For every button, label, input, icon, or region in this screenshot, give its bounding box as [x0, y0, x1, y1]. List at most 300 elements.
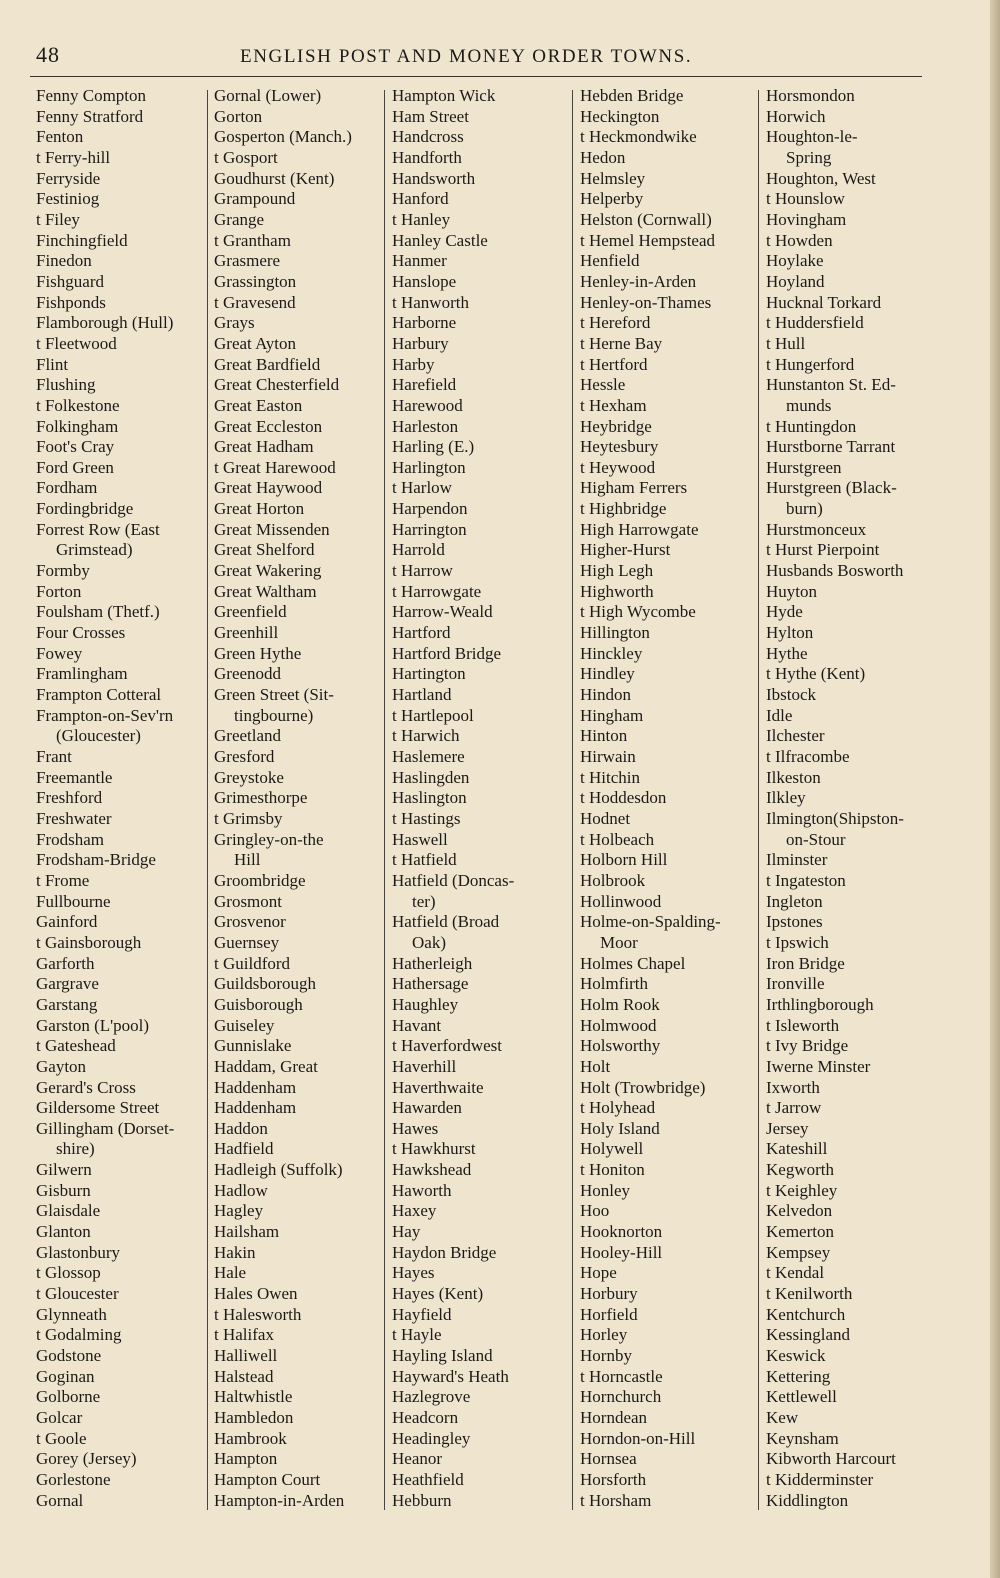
town-entry: t Harlow: [392, 478, 452, 498]
town-entry: t Hanworth: [392, 292, 469, 312]
column-1: [36, 86, 206, 1511]
town-entry: Hatfield (Broad Oak): [392, 912, 572, 953]
town-entry-continuation: on-Stour: [786, 829, 846, 849]
town-entry: Gerard's Cross: [36, 1077, 136, 1097]
town-entry: Handsworth: [392, 168, 476, 188]
town-entry: Grosvenor: [214, 912, 286, 932]
town-entry: t Godalming: [36, 1325, 122, 1345]
town-entry: Ixworth: [766, 1077, 820, 1097]
town-entry: Ironville: [766, 974, 825, 994]
town-entry: Great Wakering: [214, 561, 322, 581]
town-entry: t Hexham: [580, 395, 647, 415]
town-entry: t Grimsby: [214, 808, 283, 828]
town-entry: Forrest Row (East Grimstead): [36, 520, 206, 561]
town-entry: Grassington: [214, 271, 297, 291]
town-entry-continuation: shire): [56, 1139, 95, 1159]
town-entry: Gosperton (Manch.): [214, 127, 352, 147]
town-entry: Hucknal Torkard: [766, 292, 882, 312]
town-entry: t Highbridge: [580, 499, 667, 519]
town-entry: Foot's Cray: [36, 437, 115, 457]
town-entry: Greetland: [214, 726, 282, 746]
town-entry: Hartland: [392, 685, 452, 705]
town-entry: t Gosport: [214, 147, 278, 167]
town-entry: Haworth: [392, 1180, 452, 1200]
town-entry: Fordham: [36, 478, 98, 498]
town-entry: Hayes (Kent): [392, 1284, 484, 1304]
town-entry: Glanton: [36, 1222, 91, 1242]
town-entry: Hooknorton: [580, 1222, 663, 1242]
town-entry: Hindley: [580, 664, 635, 684]
town-entry: Garston (L'pool): [36, 1015, 150, 1035]
header-rule: [30, 76, 922, 77]
town-entry: Honley: [580, 1180, 631, 1200]
town-entry: Hanley Castle: [392, 230, 488, 250]
town-entry: Kentchurch: [766, 1304, 846, 1324]
town-entry: Horley: [580, 1325, 628, 1345]
town-entry: Hartford Bridge: [392, 643, 502, 663]
town-entry: Grosmont: [214, 891, 282, 911]
town-entry: Haslingden: [392, 767, 470, 787]
town-entry: t Hertford: [580, 354, 648, 374]
town-entry: Horfield: [580, 1304, 638, 1324]
town-entry: Great Missenden: [214, 519, 330, 539]
town-entry: t Kidderminster: [766, 1469, 874, 1489]
town-entry: Hadfield: [214, 1139, 274, 1159]
town-entry: Headingley: [392, 1428, 471, 1448]
town-entry: Frampton-on-Sev'rn (Gloucester): [36, 706, 206, 747]
town-entry: Ferryside: [36, 168, 101, 188]
town-entry: Grasmere: [214, 251, 281, 271]
town-entry: Hebden Bridge: [580, 86, 684, 105]
town-entry: Hingham: [580, 705, 644, 725]
town-entry: t Harrowgate: [392, 581, 482, 601]
town-entry: Hales Owen: [214, 1284, 298, 1304]
town-entry: Groombridge: [214, 870, 306, 890]
town-entry: Greenhill: [214, 623, 279, 643]
town-entry: Glastonbury: [36, 1242, 121, 1262]
town-entry: Hoo: [580, 1201, 610, 1221]
town-entry: Haydon Bridge: [392, 1242, 497, 1262]
town-entry: t Hull: [766, 333, 806, 353]
town-entry: Harleston: [392, 416, 459, 436]
town-entry: Great Haywood: [214, 478, 323, 498]
town-entry: Gunnislake: [214, 1036, 292, 1056]
town-entry-continuation: tingbourne): [234, 705, 314, 725]
town-entry: Holmfirth: [580, 974, 648, 994]
town-entry: Holm Rook: [580, 994, 660, 1014]
town-entry: Haltwhistle: [214, 1387, 293, 1407]
town-entry: t Gateshead: [36, 1036, 116, 1056]
town-entry: Forton: [36, 581, 82, 601]
town-entry: Golcar: [36, 1408, 83, 1427]
town-entry: Finedon: [36, 251, 92, 271]
town-entry: Hathersage: [392, 974, 469, 994]
town-entry: Golborne: [36, 1387, 101, 1407]
town-entry: Gorey (Jersey): [36, 1449, 137, 1469]
town-entry: Ipstones: [766, 912, 823, 932]
town-entry: Glynneath: [36, 1304, 107, 1324]
town-entry-continuation: Grimstead): [56, 540, 133, 560]
town-entry: Harrow-Weald: [392, 602, 493, 622]
town-entry: Fishponds: [36, 292, 106, 312]
town-entry: Frampton Cotteral: [36, 685, 162, 705]
town-entry: Holywell: [580, 1139, 644, 1159]
town-entry: Haddon: [214, 1118, 268, 1138]
town-entry: Gornal (Lower): [214, 86, 322, 105]
town-entry: Ilkeston: [766, 767, 821, 787]
town-entry: Handforth: [392, 147, 462, 167]
town-entry: Holy Island: [580, 1118, 660, 1138]
town-entry: Fenny Stratford: [36, 106, 144, 126]
town-entry: Henley-on-Thames: [580, 292, 712, 312]
town-entry: Ilkley: [766, 788, 806, 808]
town-entry: Hakin: [214, 1242, 256, 1262]
town-entry: Finchingfield: [36, 230, 128, 250]
town-entry: Hampton Wick: [392, 86, 496, 105]
town-entry: Hayes: [392, 1263, 435, 1283]
town-entry: Harlington: [392, 457, 466, 477]
town-entry: Hurstgreen: [766, 457, 842, 477]
town-entry: Freshwater: [36, 808, 112, 828]
town-entry: Halliwell: [214, 1346, 278, 1366]
town-entry: Heytesbury: [580, 437, 659, 457]
town-entry: t Heywood: [580, 457, 656, 477]
town-entry: Holmwood: [580, 1015, 657, 1035]
town-entry: t Ipswich: [766, 932, 829, 952]
town-entry: Goginan: [36, 1366, 95, 1386]
town-entry: High Legh: [580, 561, 654, 581]
town-entry: Jersey: [766, 1118, 809, 1138]
town-entry: Highworth: [580, 581, 654, 601]
town-entry: Great Eccleston: [214, 416, 323, 436]
town-entry: Higham Ferrers: [580, 478, 688, 498]
town-entry: t Horsham: [580, 1490, 652, 1510]
town-entry: t Hastings: [392, 808, 461, 828]
town-entry: Helston (Cornwall): [580, 209, 712, 229]
town-entry: Kew: [766, 1408, 799, 1427]
town-entry: Harling (E.): [392, 437, 475, 457]
town-entry: Handcross: [392, 127, 464, 147]
town-entry: Holt: [580, 1056, 611, 1076]
town-entry: Great Ayton: [214, 333, 297, 353]
town-entry: t Hatfield: [392, 850, 457, 870]
town-entry: t Holyhead: [580, 1098, 656, 1118]
town-entry: Holt (Trowbridge): [580, 1077, 706, 1097]
town-entry: t Guildford: [214, 953, 291, 973]
town-entry: Huyton: [766, 581, 817, 601]
town-entry: t Gloucester: [36, 1284, 119, 1304]
town-entry: Hebburn: [392, 1490, 452, 1510]
town-entry: Haddenham: [214, 1098, 297, 1118]
town-entry: Hindon: [580, 685, 631, 705]
town-entry: Foulsham (Thetf.): [36, 602, 160, 622]
town-entry: Houghton-le- Spring: [766, 127, 942, 168]
town-entry: Kibworth Harcourt: [766, 1449, 896, 1469]
town-entry: t Hawkhurst: [392, 1139, 476, 1159]
town-entry-continuation: Hill: [234, 850, 261, 870]
town-entry: Freshford: [36, 788, 103, 808]
town-entry: Grampound: [214, 189, 296, 209]
town-entry: Great Easton: [214, 395, 303, 415]
town-entry-continuation: burn): [786, 499, 823, 519]
town-entry: Fenny Compton: [36, 86, 147, 105]
town-entry: Kegworth: [766, 1160, 834, 1180]
town-entry: Heybridge: [580, 416, 652, 436]
town-entry: Hope: [580, 1263, 617, 1283]
town-entry: t Hayle: [392, 1325, 442, 1345]
town-entry: Havant: [392, 1015, 442, 1035]
town-entry: Haswell: [392, 829, 448, 849]
town-entry: Ham Street: [392, 106, 469, 126]
town-entry: t Halesworth: [214, 1304, 302, 1324]
town-entry: Harbury: [392, 333, 449, 353]
town-entry: Guernsey: [214, 932, 280, 952]
town-entry: Flushing: [36, 375, 96, 395]
town-entry: Hawkshead: [392, 1160, 472, 1180]
town-entry: Hedon: [580, 147, 626, 167]
town-entry: Festiniog: [36, 189, 100, 209]
town-entry: Gayton: [36, 1056, 87, 1076]
town-entry: Higher-Hurst: [580, 540, 671, 560]
town-entry: Hanslope: [392, 271, 457, 291]
town-entry: Greenfield: [214, 602, 287, 622]
town-entry: t Ivy Bridge: [766, 1036, 849, 1056]
town-entry: Hailsham: [214, 1222, 280, 1242]
town-entry: Hoyland: [766, 271, 825, 291]
town-entry: Hillington: [580, 623, 650, 643]
town-entry: Green Street (Sit- tingbourne): [214, 685, 382, 726]
town-entry: Hinckley: [580, 643, 643, 663]
town-entry: Kettlewell: [766, 1387, 837, 1407]
town-entry: Heathfield: [392, 1469, 464, 1489]
town-entry: Hadleigh (Suffolk): [214, 1160, 343, 1180]
town-entry: Hazlegrove: [392, 1387, 471, 1407]
town-entry: Harefield: [392, 375, 457, 395]
town-entry: Frodsham: [36, 829, 104, 849]
column-3: [392, 86, 572, 1511]
town-entry: Fenton: [36, 127, 84, 147]
town-entry: Ilmington(Shipston- on-Stour: [766, 809, 942, 850]
town-entry: Green Hythe: [214, 643, 302, 663]
town-entry: t Filey: [36, 209, 80, 229]
town-entry: Hadlow: [214, 1180, 268, 1200]
town-entry: Hawes: [392, 1118, 439, 1138]
town-entry: Harrold: [392, 540, 445, 560]
town-entry: Holbrook: [580, 870, 646, 890]
town-entry: Hythe: [766, 643, 808, 663]
town-entry: Hampton Court: [214, 1469, 321, 1489]
town-entry: Hagley: [214, 1201, 264, 1221]
town-entry: Ingleton: [766, 891, 823, 911]
town-entry: Ilchester: [766, 726, 825, 746]
town-entry: Holborn Hill: [580, 850, 668, 870]
town-entry-continuation: ter): [412, 891, 436, 911]
town-entry: Gisburn: [36, 1180, 91, 1200]
town-entry: Great Bardfield: [214, 354, 321, 374]
town-entry: Heanor: [392, 1449, 443, 1469]
town-entry: Helperby: [580, 189, 644, 209]
town-entry: t Horncastle: [580, 1366, 663, 1386]
column-rule: [572, 90, 573, 1510]
column-rule: [207, 90, 208, 1510]
town-entry: Headcorn: [392, 1408, 459, 1427]
town-entry: Iron Bridge: [766, 953, 845, 973]
town-entry: Hurstborne Tarrant: [766, 437, 896, 457]
town-entry: Harewood: [392, 395, 463, 415]
town-entry: Fullbourne: [36, 891, 111, 911]
town-entry: Freemantle: [36, 767, 113, 787]
town-entry: Gillingham (Dorset- shire): [36, 1119, 206, 1160]
town-entry: Greystoke: [214, 767, 284, 787]
town-entry: Grimesthorpe: [214, 788, 308, 808]
town-entry: t Heckmondwike: [580, 127, 697, 147]
town-entry: Goudhurst (Kent): [214, 168, 335, 188]
town-entry: t Grantham: [214, 230, 291, 250]
town-entry: Hyde: [766, 602, 803, 622]
town-entry: Hirwain: [580, 747, 636, 766]
town-entry: Hornby: [580, 1346, 632, 1366]
town-entry: Horsmondon: [766, 86, 855, 105]
town-entry-continuation: Spring: [786, 147, 832, 167]
town-entry: Hoylake: [766, 251, 824, 271]
town-entry: Great Shelford: [214, 540, 315, 560]
town-entry: t Kendal: [766, 1263, 825, 1283]
town-entry: Grays: [214, 313, 255, 333]
town-entry: Grange: [214, 209, 265, 229]
town-entry: t Hoddesdon: [580, 788, 667, 808]
town-entry: Great Hadham: [214, 437, 314, 457]
town-entry: Glaisdale: [36, 1201, 101, 1221]
town-entry: Hayfield: [392, 1304, 452, 1324]
town-entry: Holmes Chapel: [580, 953, 686, 973]
town-entry: Hollinwood: [580, 891, 662, 911]
town-entry: Heckington: [580, 106, 660, 126]
town-entry: t High Wycombe: [580, 602, 696, 622]
binding-edge: [990, 0, 1000, 1578]
town-entry: t Gravesend: [214, 292, 296, 312]
town-entry: Gorlestone: [36, 1469, 111, 1489]
town-entry: t Hounslow: [766, 189, 845, 209]
town-entry: Hartington: [392, 664, 466, 684]
town-entry: t Haverfordwest: [392, 1036, 502, 1056]
town-entry: t Ingateston: [766, 870, 846, 890]
town-entry: Hurstgreen (Black- burn): [766, 478, 942, 519]
town-entry: Fowey: [36, 643, 83, 663]
town-entry-continuation: Moor: [600, 932, 638, 952]
town-entry: Halstead: [214, 1366, 274, 1386]
town-entry: Horwich: [766, 106, 826, 126]
town-entry: Gildersome Street: [36, 1098, 160, 1118]
town-entry: Framlingham: [36, 664, 128, 684]
town-entry: Hovingham: [766, 209, 847, 229]
town-entry: t Goole: [36, 1428, 87, 1448]
town-entry: t Honiton: [580, 1160, 645, 1180]
town-entry: t Harrow: [392, 561, 453, 581]
town-entry: Guisborough: [214, 994, 303, 1014]
town-entry: Holme-on-Spalding- Moor: [580, 912, 756, 953]
town-entry: Horndon-on-Hill: [580, 1428, 696, 1448]
town-entry: t Howden: [766, 230, 833, 250]
town-entry: Ford Green: [36, 457, 114, 477]
town-entry: Hodnet: [580, 808, 631, 828]
town-entry: Four Crosses: [36, 623, 126, 643]
town-entry: t Fleetwood: [36, 333, 117, 353]
town-entry: t Holbeach: [580, 829, 655, 849]
town-entry: Gilwern: [36, 1160, 92, 1180]
town-entry: Hay: [392, 1222, 421, 1242]
town-entry: Hanford: [392, 189, 449, 209]
town-entry: t Huntingdon: [766, 416, 857, 436]
town-entry: Frant: [36, 747, 72, 766]
town-entry: t Hanley: [392, 209, 451, 229]
town-entry: t Ilfracombe: [766, 747, 850, 766]
town-entry: High Harrowgate: [580, 519, 699, 539]
town-entry: Hessle: [580, 375, 626, 395]
town-entry: t Folkestone: [36, 395, 120, 415]
town-entry: Flint: [36, 354, 69, 374]
town-entry: t Glossop: [36, 1263, 101, 1283]
town-entry: Hawarden: [392, 1098, 462, 1118]
town-entry: Great Horton: [214, 499, 305, 519]
town-entry: Idle: [766, 705, 793, 725]
town-entry: Hayward's Heath: [392, 1366, 509, 1386]
town-entry: Garforth: [36, 953, 95, 973]
town-entry: Gorton: [214, 106, 263, 126]
town-entry: Hooley-Hill: [580, 1242, 663, 1262]
town-entry: Gornal: [36, 1490, 84, 1510]
town-entry: Kateshill: [766, 1139, 828, 1159]
town-entry: t Jarrow: [766, 1098, 822, 1118]
column-5: [766, 86, 942, 1511]
town-entry: Irthlingborough: [766, 994, 874, 1014]
town-entry: Hatfield (Doncas- ter): [392, 871, 572, 912]
town-entry: t Huddersfield: [766, 313, 864, 333]
town-entry: Hinton: [580, 726, 628, 746]
column-4: [580, 86, 756, 1511]
town-entry: Ilminster: [766, 850, 828, 870]
town-entry: t Harwich: [392, 726, 460, 746]
town-entry-continuation: Oak): [412, 932, 446, 952]
town-entry: Hampton: [214, 1449, 278, 1469]
town-entry: Keswick: [766, 1346, 826, 1366]
town-entry: Great Waltham: [214, 581, 317, 601]
town-entry: t Hurst Pierpoint: [766, 540, 880, 560]
town-entry: Horbury: [580, 1284, 638, 1304]
town-entry: Haslemere: [392, 747, 465, 766]
town-entry: t Kenilworth: [766, 1284, 853, 1304]
town-entry: Godstone: [36, 1346, 102, 1366]
town-entry: Hylton: [766, 623, 814, 643]
town-entry: t Frome: [36, 870, 90, 890]
town-entry-continuation: munds: [786, 395, 832, 415]
town-entry: t Hitchin: [580, 767, 640, 787]
town-entry: Gresford: [214, 747, 275, 766]
town-entry: Hampton-in-Arden: [214, 1490, 345, 1510]
town-entry: Kiddlington: [766, 1490, 849, 1510]
town-entry: t Hythe (Kent): [766, 664, 866, 684]
town-entry: Husbands Bosworth: [766, 561, 904, 581]
town-entry: Henfield: [580, 251, 640, 271]
town-entry: Harrington: [392, 519, 467, 539]
town-entry: Helmsley: [580, 168, 646, 188]
town-entry: Henley-in-Arden: [580, 271, 697, 291]
town-entry: Horsforth: [580, 1469, 647, 1489]
town-entry: Haverthwaite: [392, 1077, 484, 1097]
town-entry: Hambledon: [214, 1408, 294, 1427]
town-entry: Fordingbridge: [36, 499, 134, 519]
town-entry: Kempsey: [766, 1242, 831, 1262]
town-entry: Hornchurch: [580, 1387, 662, 1407]
